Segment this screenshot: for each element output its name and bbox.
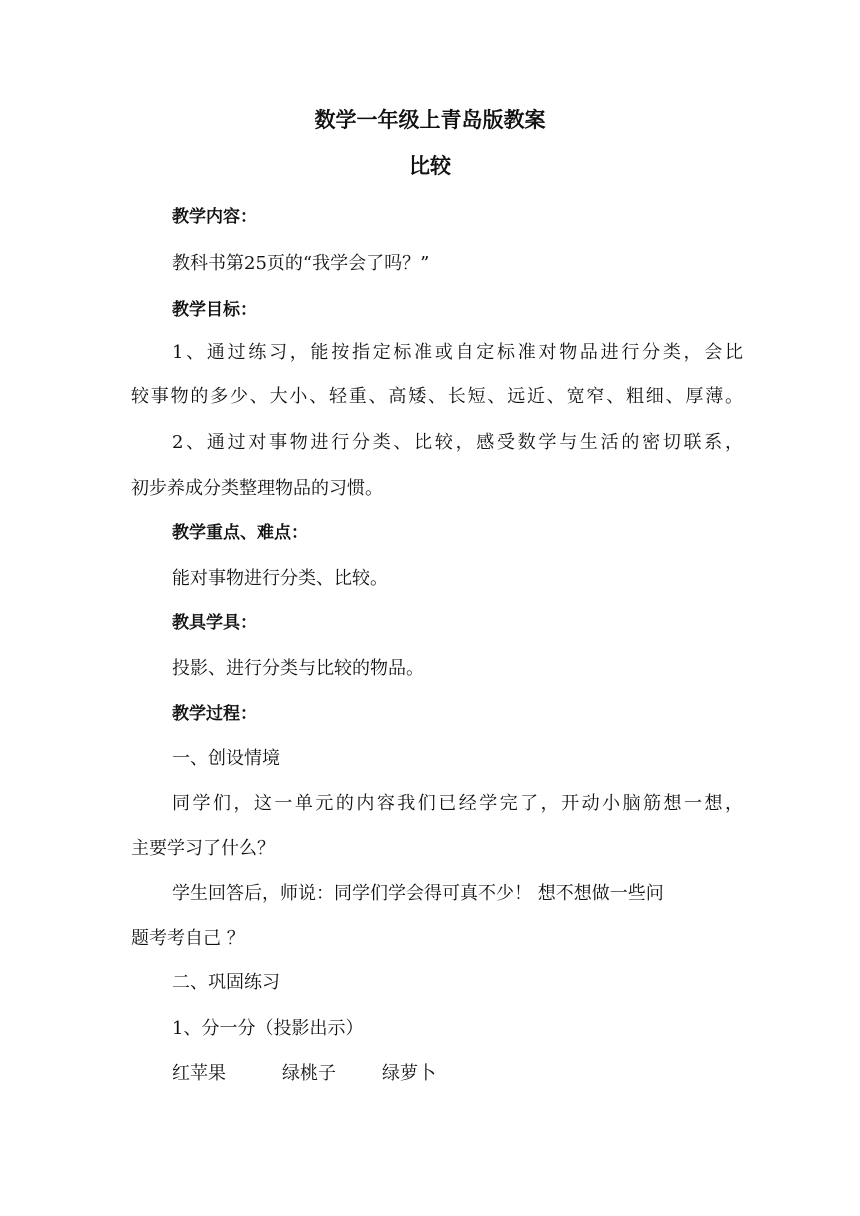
document-title: 数学一年级上青岛版教案 xyxy=(314,108,546,132)
process-heading: 教学过程： xyxy=(172,704,257,724)
tools-heading: 教具学具： xyxy=(172,613,257,633)
goal2-line1: 2、通过对事物进行分类、比较，感受数学与生活的密切联系， xyxy=(172,432,743,453)
part1-title: 一、创设情境 xyxy=(172,748,280,769)
document-subtitle: 比较 xyxy=(409,154,451,178)
content-heading: 教学内容： xyxy=(172,207,257,227)
key-heading: 教学重点、难点： xyxy=(172,523,308,543)
exercise-item: 红苹果 xyxy=(172,1063,226,1084)
part1-paragraph1-line2: 主要学习了什么？ xyxy=(131,838,275,859)
goal1-line2: 较事物的多少、大小、轻重、高矮、长短、远近、宽窄、粗细、厚薄。 xyxy=(131,386,743,407)
goal1-line1: 1、通过练习，能按指定标准或自定标准对物品进行分类，会比 xyxy=(172,342,743,363)
exercise-item: 绿桃子 xyxy=(282,1063,336,1084)
exercise1-title: 1、分一分（投影出示） xyxy=(172,1018,364,1039)
goals-heading: 教学目标： xyxy=(172,300,257,320)
part1-paragraph1-line1: 同学们，这一单元的内容我们已经学完了，开动小脑筋想一想， xyxy=(172,793,743,814)
tools-text: 投影、进行分类与比较的物品。 xyxy=(172,658,424,679)
exercise-item: 绿萝卜 xyxy=(382,1063,436,1084)
exercise-items xyxy=(172,1059,743,1089)
part2-title: 二、巩固练习 xyxy=(172,972,280,993)
key-text: 能对事物进行分类、比较。 xyxy=(172,568,388,589)
goal2-line2: 初步养成分类整理物品的习惯。 xyxy=(131,478,383,499)
part1-paragraph2-line1: 学生回答后，师说：同学们学会得可真不少！ 想不想做一些问 xyxy=(172,883,664,904)
content-text: 教科书第25页的“我学会了吗？” xyxy=(172,253,430,274)
part1-paragraph2-line2: 题考考自己 ？ xyxy=(131,928,245,949)
